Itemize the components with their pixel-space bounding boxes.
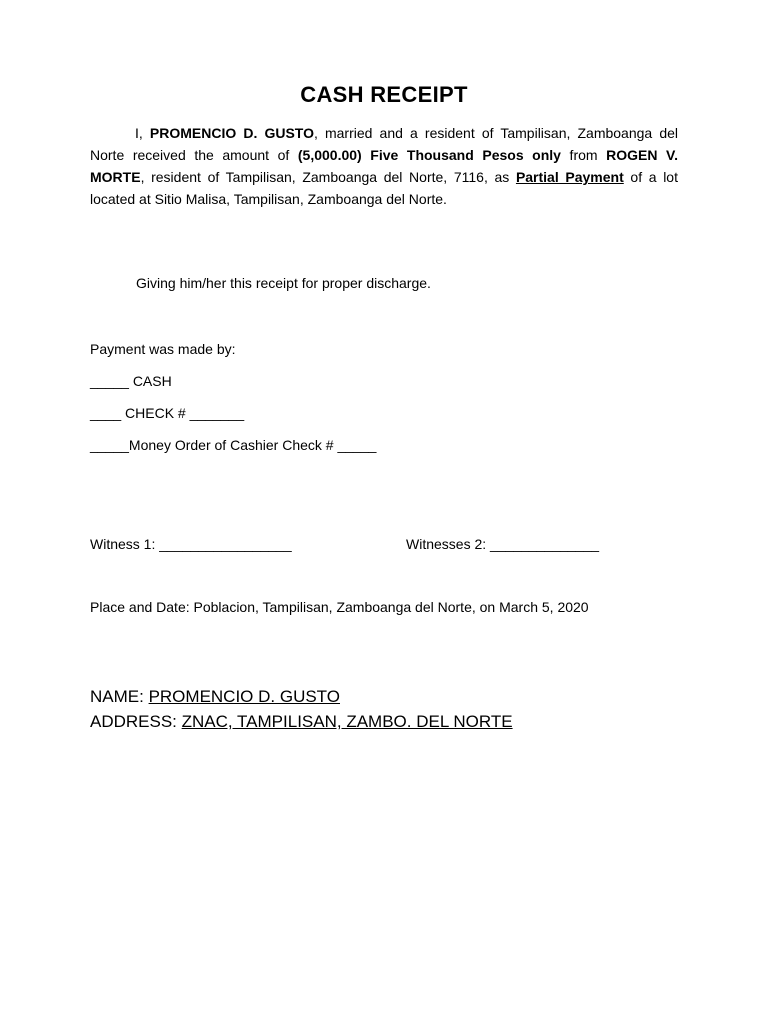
payment-option-money-order: _____Money Order of Cashier Check # _____ bbox=[90, 437, 377, 453]
payment-type: Partial Payment bbox=[515, 169, 624, 185]
address-label: ADDRESS: bbox=[90, 712, 182, 731]
paragraph-text: I, bbox=[135, 125, 150, 141]
receipt-paragraph bbox=[90, 122, 678, 210]
payer-name: ROGEN V. MORTE bbox=[90, 147, 679, 185]
witness-1-line: Witness 1: _________________ bbox=[90, 536, 292, 552]
name-label: NAME: bbox=[90, 687, 149, 706]
paragraph-text: from bbox=[560, 147, 607, 163]
amount-text: (5,000.00) Five Thousand Pesos only bbox=[297, 147, 561, 163]
discharge-statement: Giving him/her this receipt for proper discharge. bbox=[136, 275, 431, 291]
place-and-date: Place and Date: Poblacion, Tampilisan, Zamboanga del Norte, on March 5, 2020 bbox=[90, 599, 589, 615]
receiver-name: PROMENCIO D. GUSTO bbox=[149, 125, 314, 141]
page-title: CASH RECEIPT bbox=[300, 82, 468, 107]
payment-option-cash: _____ CASH bbox=[90, 373, 172, 389]
name-value: PROMENCIO D. GUSTO bbox=[148, 687, 340, 706]
signatory-name-row bbox=[90, 687, 340, 707]
address-value: ZNAC, TAMPILISAN, ZAMBO. DEL NORTE bbox=[181, 712, 513, 731]
payment-option-check: ____ CHECK # _______ bbox=[90, 405, 245, 421]
paragraph-text: , resident of Tampilisan, Zamboanga del Norte, 7116, as bbox=[140, 169, 516, 185]
witness-2-line: Witnesses 2: ______________ bbox=[406, 536, 600, 552]
signatory-address-row bbox=[90, 712, 513, 732]
paragraph-text: , married and a resident of Tampilisan, Zamboanga del Norte received the amount of bbox=[90, 125, 678, 163]
payment-method-label: Payment was made by: bbox=[90, 341, 236, 357]
paragraph-text: of a lot located at Sitio Malisa, Tampilisan, Zamboanga del Norte. bbox=[90, 169, 678, 207]
